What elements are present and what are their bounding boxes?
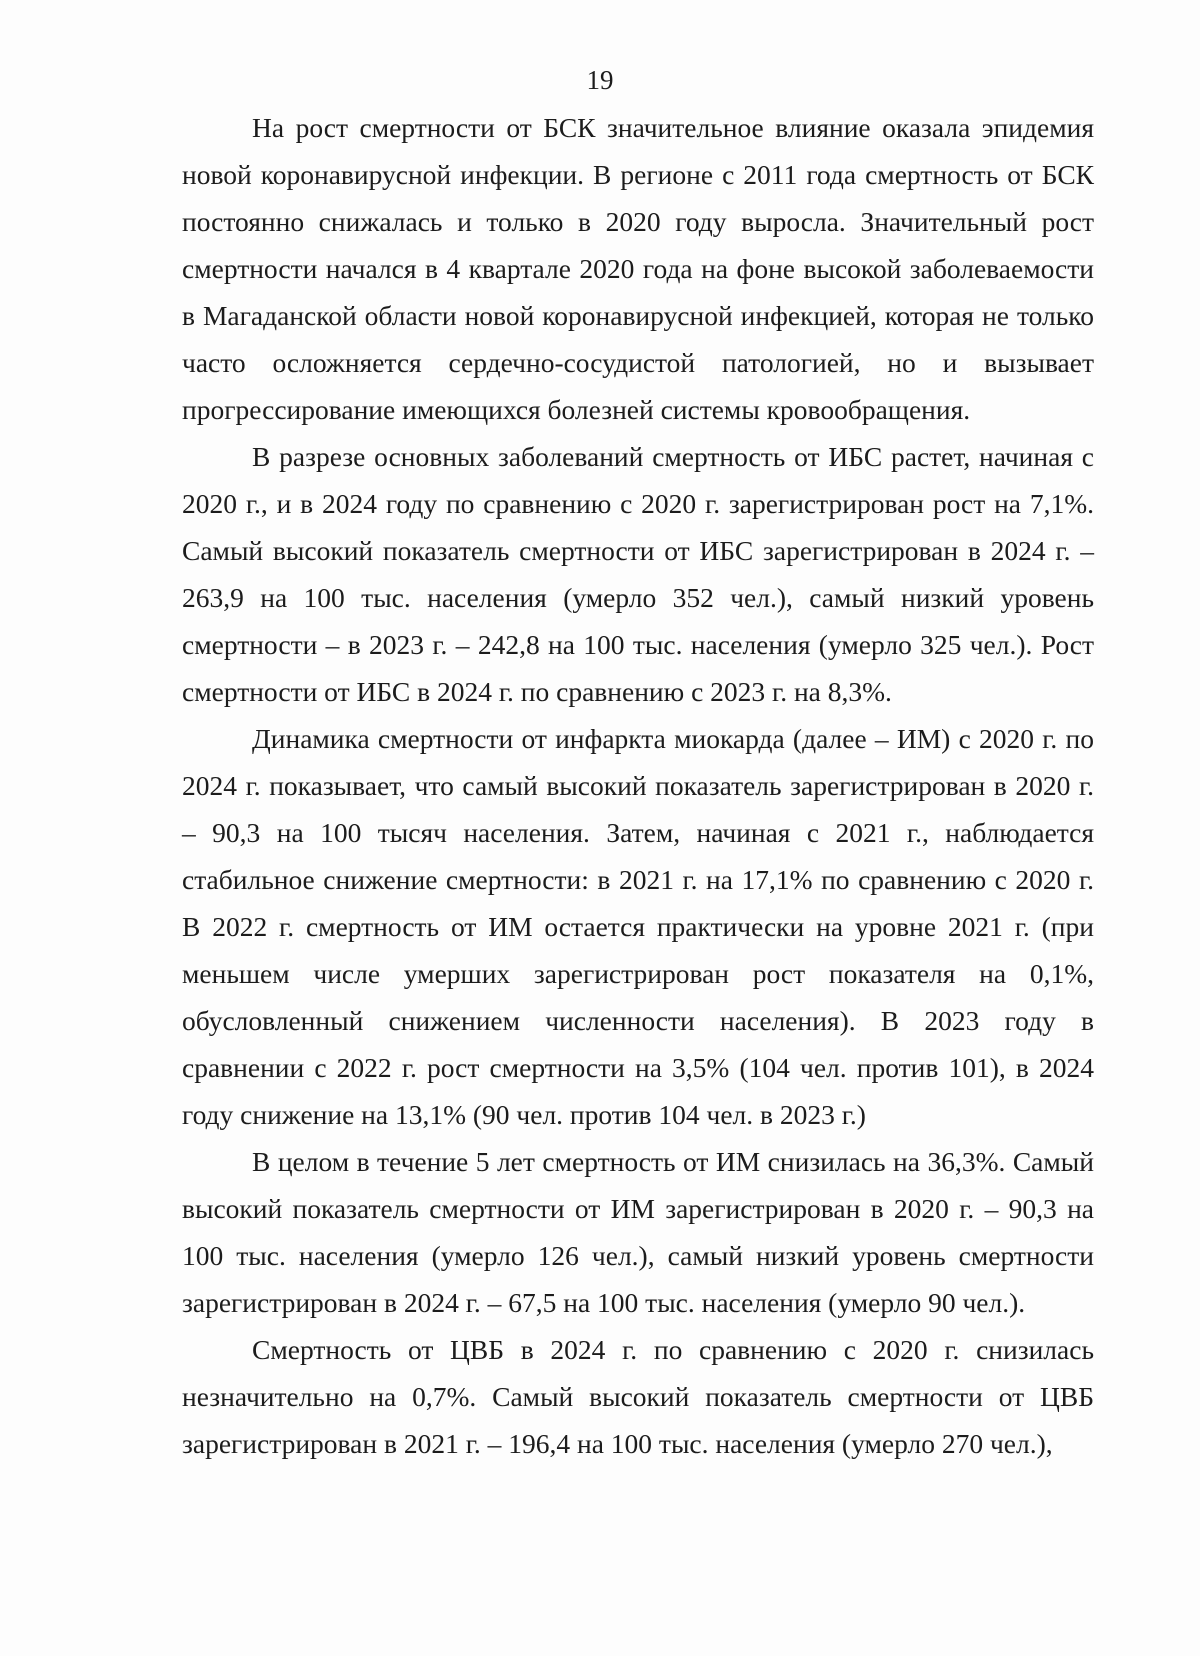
document-body xyxy=(182,104,1094,1467)
paragraph-cvb-mortality: Смертность от ЦВБ в 2024 г. по сравнению с 2020 г. снизилась незначительно на 0,7%. Самый высокий показатель смертности от ЦВБ зарегистрирован в 2021 г. – 196,4 на 100 тыс. населения (умерло 270 чел.), xyxy=(182,1334,1094,1459)
paragraph-im-five-year-summary: В целом в течение 5 лет смертность от ИМ снизилась на 36,3%. Самый высокий показатель смертности от ИМ зарегистрирован в 2020 г. – 90,3 на 100 тыс. населения (умерло 126 чел.), самый низкий уровень смертности зарегистрирован в 2024 г. – 67,5 на 100 тыс. населения (умерло 90 чел.). xyxy=(182,1146,1094,1318)
paragraph-im-dynamics: Динамика смертности от инфаркта миокарда (далее – ИМ) с 2020 г. по 2024 г. показывает, что самый высокий показатель зарегистрирован в 2020 г. – 90,3 на 100 тысяч населения. Затем, начиная с 2021 г., наблюдается стабильное снижение смертности: в 2021 г. на 17,1% по сравнению с 2020 г. В 2022 г. смертность от ИМ остается практически на уровне 2021 г. (при меньшем числе умерших зарегистрирован рост показателя на 0,1%, обусловленный снижением численности населения). В 2023 году в сравнении с 2022 г. рост смертности на 3,5% (104 чел. против 101), в 2024 году снижение на 13,1% (90 чел. против 104 чел. в 2023 г.) xyxy=(182,723,1094,1130)
paragraph-bsk-mortality-covid: На рост смертности от БСК значительное влияние оказала эпидемия новой коронавирусной инфекции. В регионе с 2011 года смертность от БСК постоянно снижалась и только в 2020 году выросла. Значительный рост смертности начался в 4 квартале 2020 года на фоне высокой заболеваемости в Магаданской области новой коронавирусной инфекцией, которая не только часто осложняется сердечно-сосудистой патологией, но и вызывает прогрессирование имеющихся болезней системы кровообращения. xyxy=(182,112,1094,425)
paragraph-ibs-mortality: В разрезе основных заболеваний смертность от ИБС растет, начиная с 2020 г., и в 2024 году по сравнению с 2020 г. зарегистрирован рост на 7,1%. Самый высокий показатель смертности от ИБС зарегистрирован в 2024 г. – 263,9 на 100 тыс. населения (умерло 352 чел.), самый низкий уровень смертности – в 2023 г. – 242,8 на 100 тыс. населения (умерло 325 чел.). Рост смертности от ИБС в 2024 г. по сравнению с 2023 г. на 8,3%. xyxy=(182,441,1094,707)
page-number: 19 xyxy=(586,65,614,95)
